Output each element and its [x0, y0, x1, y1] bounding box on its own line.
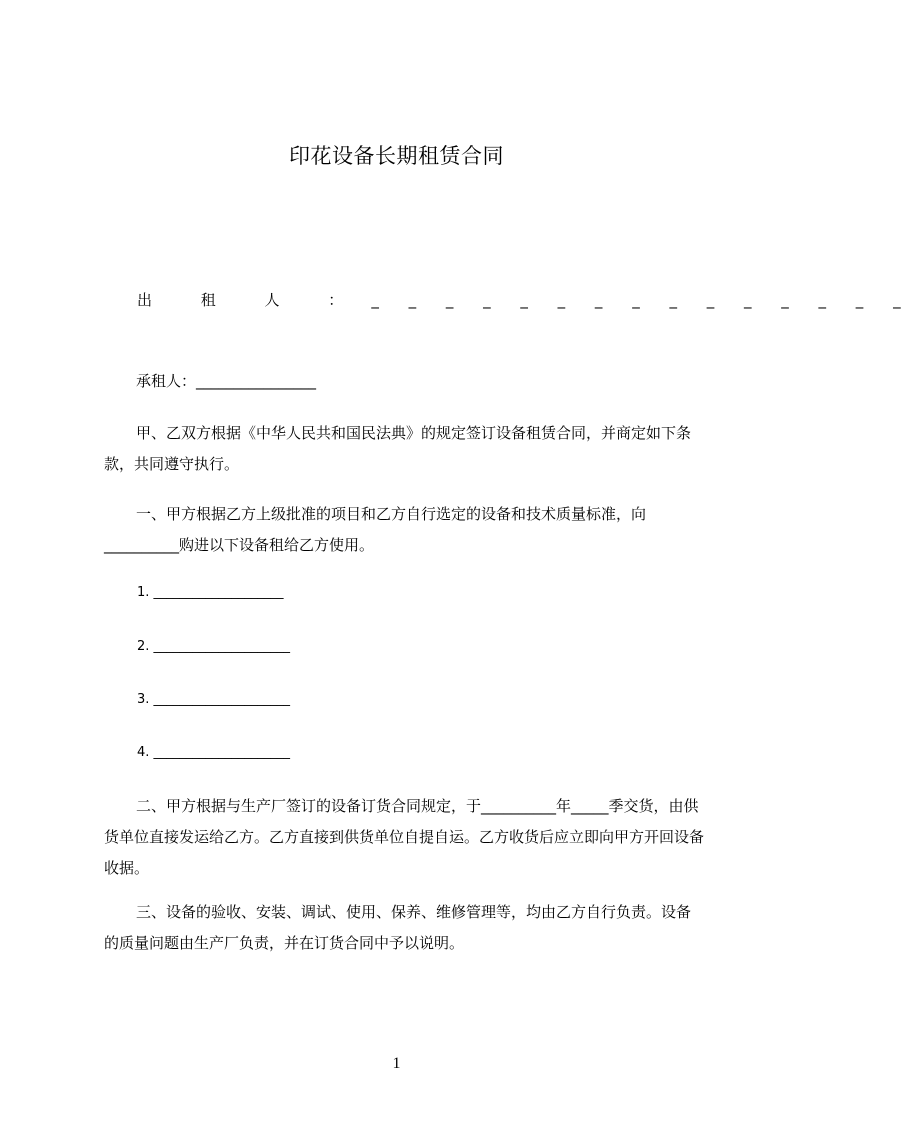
equipment-item-1: 1. ____________________ [137, 585, 284, 600]
equipment-item-4: 4. _____________________ [137, 745, 291, 760]
lessor-label: 出 租 人 ： [137, 291, 366, 309]
lessee-line: 承租人：________________ [136, 372, 317, 390]
lessor-blank: _ _ _ _ _ _ _ _ _ _ _ _ _ _ _ [371, 291, 913, 309]
lessor-line [137, 289, 913, 310]
equipment-item-3: 3. _____________________ [137, 692, 291, 707]
contract-title: 印花设备长期租赁合同 [289, 144, 504, 168]
preamble-paragraph: 甲、乙双方根据《中华人民共和国民法典》的规定签订设备租赁合同，并商定如下条款，共同遵守执行。 [104, 424, 692, 473]
clause-3-paragraph: 三、设备的验收、安装、调试、使用、保养、维修管理等，均由乙方自行负责。设备的质量问题由生产厂负责，并在订货合同中予以说明。 [104, 903, 692, 952]
clause-2-paragraph: 二、甲方根据与生产厂签订的设备订货合同规定，于__________年_____季交货，由供货单位直接发运给乙方。乙方直接到供货单位自提自运。乙方收货后应立即向甲方开回设备收据。 [104, 797, 705, 877]
page-number: 1 [392, 1055, 401, 1072]
clause-1-paragraph: 一、甲方根据乙方上级批准的项目和乙方自行选定的设备和技术质量标准，向__________购进以下设备租给乙方使用。 [104, 505, 647, 554]
equipment-item-2: 2. _____________________ [137, 639, 291, 654]
